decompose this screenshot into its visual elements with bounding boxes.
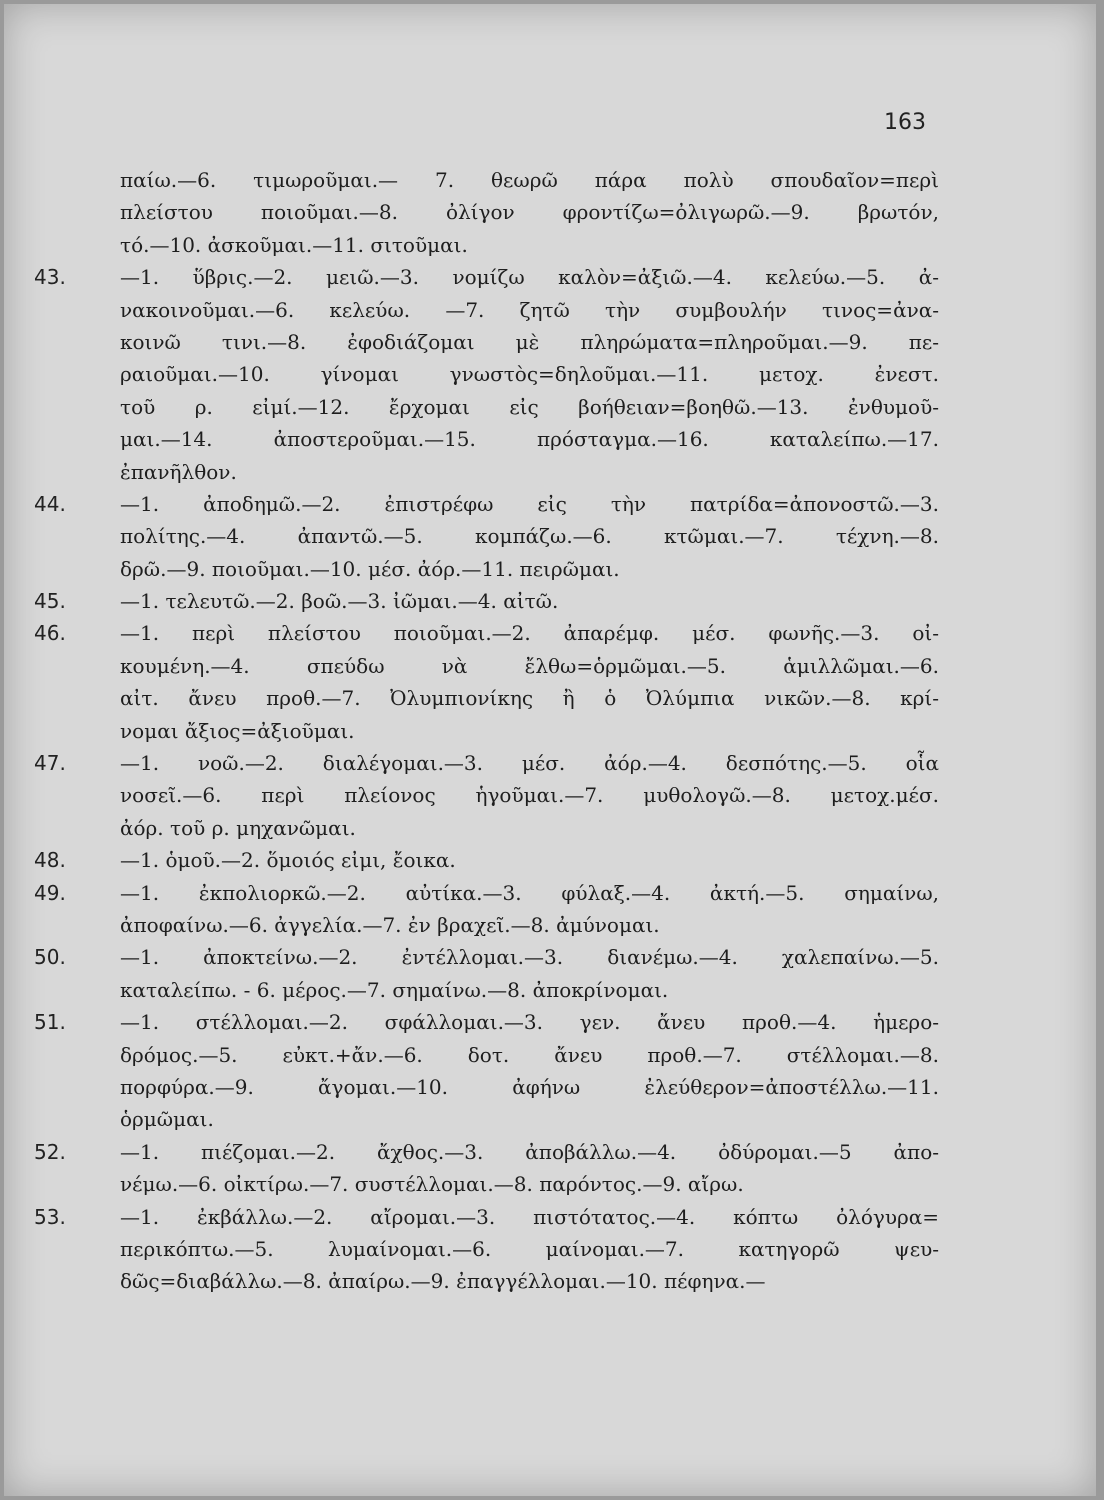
text-line <box>34 1168 939 1200</box>
text-line <box>34 1136 939 1168</box>
line-text: παίω.—6. τιμωροῦμαι.— 7. θεωρῶ πάρα πολὺ σπουδαῖον=περὶ <box>120 168 939 192</box>
line-text: πορφύρα.—9. ἄγομαι.—10. ἀφήνω ἐλεύθερον=ἀποστέλλω.—11. <box>120 1074 939 1099</box>
text-line <box>34 1103 939 1135</box>
line-text: ὁρμῶμαι. <box>120 1107 214 1132</box>
text-line <box>34 844 939 876</box>
line-text: —1. ἐκβάλλω.—2. αἴρομαι.—3. πιστότατος.—4. κόπτω ὀλόγυρα= <box>120 1204 939 1229</box>
text-line <box>34 294 939 326</box>
text-line <box>34 1265 939 1297</box>
text-line <box>34 553 939 585</box>
text-line <box>34 1039 939 1071</box>
line-text: δρῶ.—9. ποιοῦμαι.—10. μέσ. ἀόρ.—11. πειρῶμαι. <box>120 556 620 581</box>
answer-key-text <box>34 164 939 1298</box>
book-page <box>4 4 1096 1496</box>
exercise-entry <box>34 1006 939 1136</box>
line-text: ἐπανῆλθον. <box>120 459 237 484</box>
text-line <box>34 229 939 261</box>
exercise-entry <box>34 261 939 488</box>
line-text: τοῦ ρ. εἰμί.—12. ἔρχομαι εἰς βοήθειαν=βοηθῶ.—13. ἐνθυμοῦ- <box>120 394 939 419</box>
line-text: ἀόρ. τοῦ ρ. μηχανῶμαι. <box>120 815 356 840</box>
text-line <box>34 423 939 455</box>
line-text: —1. τελευτῶ.—2. βοῶ.—3. ἰῶμαι.—4. αἰτῶ. <box>120 589 559 614</box>
exercise-number: 47. <box>34 751 66 776</box>
exercise-number: 49. <box>34 880 66 905</box>
exercise-entry <box>34 617 939 747</box>
text-line <box>34 164 939 196</box>
text-line <box>34 1071 939 1103</box>
exercise-number: 46. <box>34 621 66 646</box>
line-text: ἀποφαίνω.—6. ἀγγελία.—7. ἐν βραχεῖ.—8. ἀμύνομαι. <box>120 912 660 937</box>
text-line <box>34 488 939 520</box>
exercise-number: 48. <box>34 848 66 873</box>
text-line <box>34 585 939 617</box>
text-line <box>34 812 939 844</box>
text-line <box>34 1233 939 1265</box>
exercise-entry <box>34 1136 939 1201</box>
exercise-entry <box>34 844 939 876</box>
text-line <box>34 1006 939 1038</box>
exercise-entry <box>34 488 939 585</box>
exercise-entry <box>34 747 939 844</box>
line-text: —1. πιέζομαι.—2. ἄχθος.—3. ἀποβάλλω.—4. ὀδύρομαι.—5 ἀπο- <box>120 1139 939 1164</box>
exercise-entry <box>34 164 939 261</box>
text-line <box>34 682 939 714</box>
line-text: πολίτης.—4. ἀπαντῶ.—5. κομπάζω.—6. κτῶμαι.—7. τέχνη.—8. <box>120 524 939 549</box>
exercise-entry <box>34 1201 939 1298</box>
line-text: τό.—10. ἀσκοῦμαι.—11. σιτοῦμαι. <box>120 232 468 257</box>
text-line <box>34 520 939 552</box>
exercise-entry <box>34 877 939 942</box>
text-line <box>34 261 939 293</box>
line-text: μαι.—14. ἀποστεροῦμαι.—15. πρόσταγμα.—16. καταλείπω.—17. <box>120 427 939 452</box>
text-line <box>34 941 939 973</box>
line-text: —1. νοῶ.—2. διαλέγομαι.—3. μέσ. ἀόρ.—4. δεσπότης.—5. οἷα <box>120 751 939 776</box>
text-line <box>34 617 939 649</box>
line-text: νομαι ἄξιος=ἀξιοῦμαι. <box>120 718 355 743</box>
line-text: καταλείπω. - 6. μέρος.—7. σημαίνω.—8. ἀποκρίνομαι. <box>120 977 669 1002</box>
exercise-number: 50. <box>34 945 66 970</box>
line-text: δρόμος.—5. εὐκτ.+ἄν.—6. δοτ. ἄνευ προθ.—7. στέλλομαι.—8. <box>120 1042 939 1067</box>
exercise-number: 53. <box>34 1204 66 1229</box>
text-line <box>34 779 939 811</box>
text-line <box>34 358 939 390</box>
text-line <box>34 909 939 941</box>
page-number: 163 <box>884 110 926 135</box>
text-line <box>34 326 939 358</box>
line-text: ραιοῦμαι.—10. γίνομαι γνωστὸς=δηλοῦμαι.—11. μετοχ. ἐνεστ. <box>120 362 939 387</box>
line-text: νοσεῖ.—6. περὶ πλείονος ἡγοῦμαι.—7. μυθολογῶ.—8. μετοχ.μέσ. <box>120 783 939 808</box>
text-line <box>34 877 939 909</box>
line-text: —1. ἀποδημῶ.—2. ἐπιστρέφω εἰς τὴν πατρίδα=ἀπονοστῶ.—3. <box>120 491 939 516</box>
line-text: νέμω.—6. οἰκτίρω.—7. συστέλλομαι.—8. παρόντος.—9. αἴρω. <box>120 1172 744 1197</box>
line-text: —1. ὕβρις.—2. μειῶ.—3. νομίζω καλὸν=ἀξιῶ.—4. κελεύω.—5. ἀ- <box>120 265 939 290</box>
text-line <box>34 974 939 1006</box>
line-text: κοινῶ τινι.—8. ἐφοδιάζομαι μὲ πληρώματα=πληροῦμαι.—9. πε- <box>120 329 939 354</box>
line-text: κουμένη.—4. σπεύδω νὰ ἔλθω=ὁρμῶμαι.—5. ἁμιλλῶμαι.—6. <box>120 653 939 678</box>
text-line <box>34 747 939 779</box>
text-line <box>34 391 939 423</box>
text-line <box>34 650 939 682</box>
line-text: —1. ἀποκτείνω.—2. ἐντέλλομαι.—3. διανέμω.—4. χαλεπαίνω.—5. <box>120 945 939 970</box>
exercise-entry <box>34 941 939 1006</box>
text-line <box>34 456 939 488</box>
line-text: νακοινοῦμαι.—6. κελεύω. —7. ζητῶ τὴν συμβουλήν τινος=ἀνα- <box>120 297 939 322</box>
line-text: —1. στέλλομαι.—2. σφάλλομαι.—3. γεν. ἄνευ προθ.—4. ἡμερο- <box>120 1010 939 1035</box>
exercise-number: 43. <box>34 265 66 290</box>
text-line <box>34 196 939 228</box>
exercise-number: 45. <box>34 589 66 614</box>
exercise-entry <box>34 585 939 617</box>
line-text: —1. ὁμοῦ.—2. ὅμοιός εἰμι, ἔοικα. <box>120 848 456 873</box>
line-text: —1. περὶ πλείστου ποιοῦμαι.—2. ἀπαρέμφ. μέσ. φωνῆς.—3. οἰ- <box>120 621 939 646</box>
text-line <box>34 1201 939 1233</box>
line-text: δῶς=διαβάλλω.—8. ἀπαίρω.—9. ἐπαγγέλλομαι.—10. πέφηνα.— <box>120 1269 766 1294</box>
exercise-number: 51. <box>34 1010 66 1035</box>
exercise-number: 52. <box>34 1139 66 1164</box>
line-text: αἰτ. ἄνευ προθ.—7. Ὀλυμπιονίκης ἢ ὁ Ὀλύμπια νικῶν.—8. κρί- <box>120 686 939 711</box>
line-text: —1. ἐκπολιορκῶ.—2. αὐτίκα.—3. φύλαξ.—4. ἀκτή.—5. σημαίνω, <box>120 880 939 905</box>
text-line <box>34 715 939 747</box>
line-text: πλείστου ποιοῦμαι.—8. ὀλίγον φροντίζω=ὀλιγωρῶ.—9. βρωτόν, <box>120 200 939 225</box>
line-text: περικόπτω.—5. λυμαίνομαι.—6. μαίνομαι.—7. κατηγορῶ ψευ- <box>120 1236 939 1261</box>
exercise-number: 44. <box>34 491 66 516</box>
